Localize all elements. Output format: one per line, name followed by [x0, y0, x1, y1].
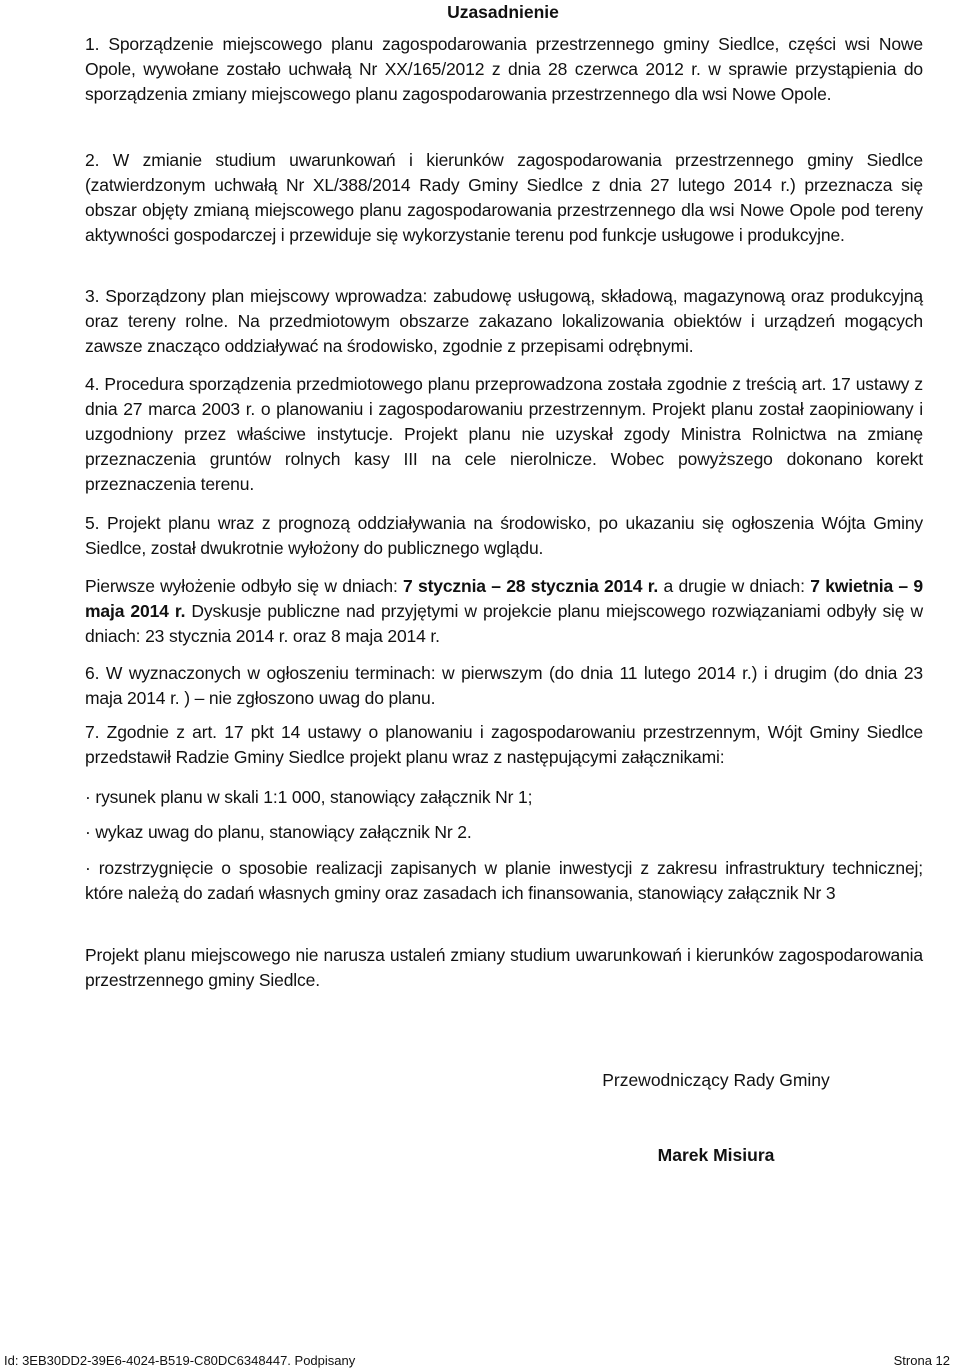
- document-title: Uzasadnienie: [447, 2, 559, 22]
- dates-text-3: Dyskusje publiczne nad przyjętymi w projekcie planu miejscowego rozwiązaniami odbyły się w dniach: 23 stycznia 2014 r. oraz 8 maja 2014 r.: [85, 601, 923, 646]
- document-id-footer: Id: 3EB30DD2-39E6-4024-B519-C80DC6348447. Podpisany: [4, 1353, 356, 1368]
- signature-role: Przewodniczący Rady Gminy: [602, 1070, 830, 1090]
- dates-text-2: a drugie w dniach:: [658, 576, 811, 596]
- dates-text-1: Pierwsze wyłożenie odbyło się w dniach:: [85, 576, 404, 596]
- paragraph-2: 2. W zmianie studium uwarunkowań i kierunków zagospodarowania przestrzennego gminy Siedlce (zatwierdzonym uchwałą Nr XL/388/2014 Rady Gminy Siedlce z dnia 27 lutego 2014 r.) przeznacza się obszar objęty zmianą miejscowego planu zagospodarowania przestrzennego dla wsi Nowe Opole pod tereny aktywności gospodarczej i przewiduje się wykorzystanie terenu pod funkcje usługowe i produkcyjne.: [85, 150, 923, 245]
- first-exposure-dates: 7 stycznia – 28 stycznia 2014 r.: [403, 576, 659, 596]
- paragraph-6: 6. W wyznaczonych w ogłoszeniu terminach: w pierwszym (do dnia 11 lutego 2014 r.) i drugim (do dnia 23 maja 2014 r. ) – nie zgłoszono uwag do planu.: [85, 663, 923, 708]
- paragraph-1: 1. Sporządzenie miejscowego planu zagospodarowania przestrzennego gminy Siedlce, części wsi Nowe Opole, wywołane zostało uchwałą Nr XX/165/2012 z dnia 28 czerwca 2012 r. w sprawie przystąpienia do sporządzenia zmiany miejscowego planu zagospodarowania przestrzennego dla wsi Nowe Opole.: [85, 34, 923, 104]
- paragraph-7: 7. Zgodnie z art. 17 pkt 14 ustawy o planowaniu i zagospodarowaniu przestrzennym, Wójt Gminy Siedlce przedstawił Radzie Gminy Siedlce projekt planu wraz z następującymi załącznikami:: [85, 722, 923, 767]
- paragraph-5-dates: [85, 574, 923, 649]
- attachment-3: · rozstrzygnięcie o sposobie realizacji zapisanych w planie inwestycji z zakresu infrastruktury technicznej; które należą do zadań własnych gminy oraz zasadach ich finansowania, stanowiący załącznik Nr 3: [85, 858, 923, 903]
- paragraph-5: 5. Projekt planu wraz z prognozą oddziaływania na środowisko, po ukazaniu się ogłoszenia Wójta Gminy Siedlce, został dwukrotnie wyłożony do publicznego wglądu.: [85, 513, 923, 558]
- paragraph-3: 3. Sporządzony plan miejscowy wprowadza: zabudowę usługową, składową, magazynową oraz produkcyjną oraz tereny rolne. Na przedmiotowym obszarze zakazano lokalizowania obiektów i urządzeń mogących zawsze znacząco oddziaływać na środowisko, zgodnie z przepisami odrębnymi.: [85, 286, 923, 356]
- page-number: Strona 12: [893, 1353, 950, 1368]
- second-exposure-dates: 7 kwietnia – 9 maja 2014 r.: [85, 576, 923, 621]
- signature-name: Marek Misiura: [657, 1145, 775, 1165]
- paragraph-4: 4. Procedura sporządzenia przedmiotowego planu przeprowadzona została zgodnie z treścią art. 17 ustawy z dnia 27 marca 2003 r. o planowaniu i zagospodarowaniu przestrzennym. Projekt planu został zaopiniowany i uzgodniony przez właściwe instytucje. Projekt planu nie uzyskał zgody Ministra Rolnictwa na zmianę przeznaczenia gruntów rolnych kasy III na cele nierolnicze. Wobec powyższego dokonano korekt przeznaczenia terenu.: [85, 374, 923, 494]
- attachment-2: · wykaz uwag do planu, stanowiący załącznik Nr 2.: [85, 822, 472, 842]
- attachment-1: · rysunek planu w skali 1:1 000, stanowiący załącznik Nr 1;: [85, 787, 533, 807]
- paragraph-8: Projekt planu miejscowego nie narusza ustaleń zmiany studium uwarunkowań i kierunków zagospodarowania przestrzennego gminy Siedlce.: [85, 945, 923, 990]
